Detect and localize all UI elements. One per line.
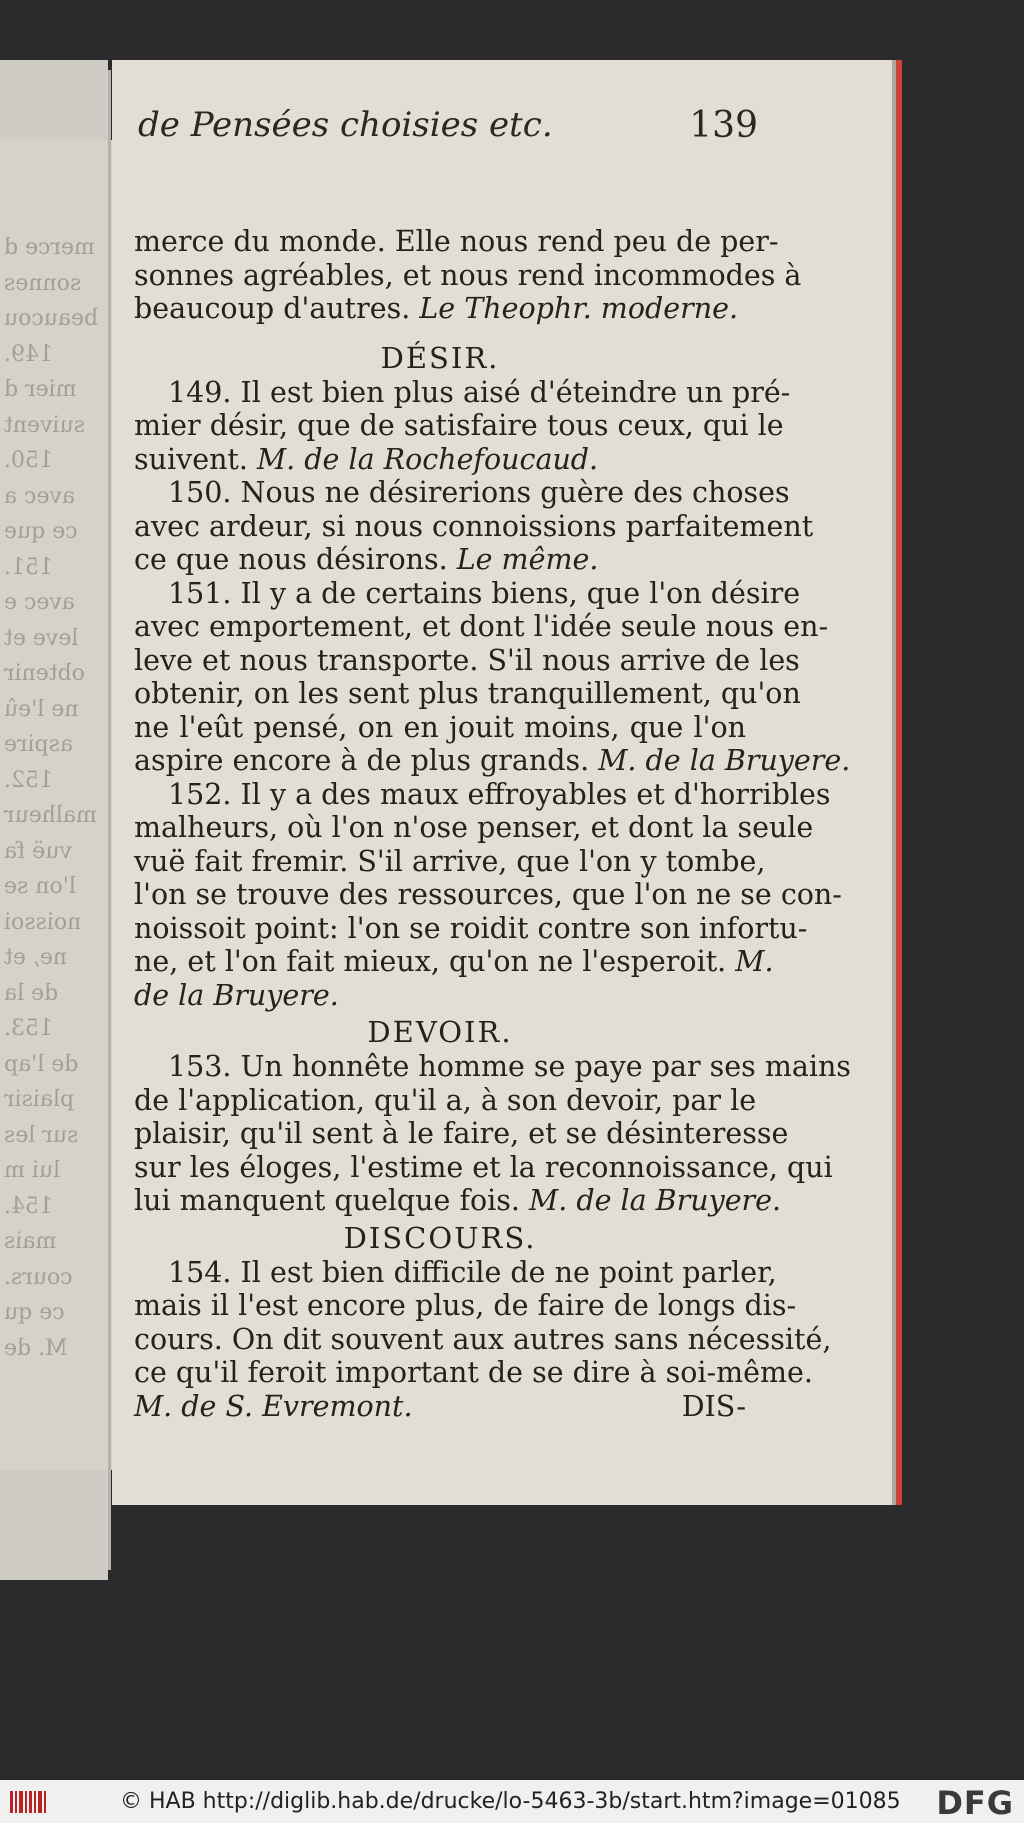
dfg-logo: DFG [936,1784,1014,1822]
bleedthrough-fragment: ne l'eû [4,696,79,722]
bleedthrough-fragment: cours. [4,1264,73,1290]
bleedthrough-fragment: 151. [4,554,53,580]
bleedthrough-fragment: avec a [4,483,75,509]
bleedthrough-fragment: vuë fa [4,838,72,864]
text-line: avec emportement, et dont l'idée seule nous en- [134,610,829,643]
bleedthrough-fragment: 154. [4,1193,53,1219]
bleedthrough-fragment: malheur [4,803,97,828]
bleedthrough-fragment: plaisir [4,1087,75,1112]
text-line: 151. Il y a de certains biens, que l'on désire [168,576,801,610]
attribution: M. de la Bruyere. [598,744,851,777]
text-line [134,1390,746,1424]
text-line: 150. Nous ne désirerions guère des choses [168,476,790,509]
attribution: Le Theophr. moderne. [419,292,739,325]
attribution: M. de la Rochefoucaud. [257,442,599,476]
text-line: de l'application, qu'il a, à son devoir, par le [134,1083,757,1117]
copyright-link[interactable]: © HAB http://diglib.hab.de/drucke/lo-5463-3b/start.htm?image=01085 [120,1789,901,1814]
bleedthrough-fragment: mais [4,1229,57,1254]
section-heading: DEVOIR. [367,1015,513,1049]
attribution: M. de S. Evremont. [134,1389,413,1423]
page-header [138,105,758,175]
page-body [134,225,851,1423]
text-line: ce que nous désirons. Le même. [134,543,599,576]
attribution: M. [735,945,774,978]
section-heading: DÉSIR. [380,340,500,375]
bleedthrough-fragment: 153. [4,1016,53,1041]
text-line: 149. Il est bien plus aisé d'éteindre un pré- [168,375,791,409]
text-line [134,979,746,1013]
bleedthrough-fragment: sur les [4,1122,79,1148]
bleedthrough-fragment: merce d [4,235,95,260]
text-line: plaisir, qu'il sent à le faire, et se désinteresse [134,1117,789,1150]
bleedthrough-fragment: sonnes [4,270,82,296]
bleedthrough-fragment: 149. [4,341,53,367]
bleedthrough-fragment: M. de [4,1335,68,1361]
bleedthrough-fragment: l'on se [4,874,76,899]
bleedthrough-fragment: aspire [4,732,74,757]
text-line: cours. On dit souvent aux autres sans nécessité, [134,1322,832,1356]
catchword: DIS- [681,1389,746,1423]
text-line: sur les éloges, l'estime et la reconnoissance, qui [134,1150,833,1184]
running-head: de Pensées choisies etc. [138,105,553,145]
footer-bar [0,1780,1024,1823]
text-line: l'on se trouve des ressources, que l'on ne se con- [134,878,842,911]
bleedthrough-fragment: lui m [4,1158,61,1183]
attribution: Le même. [456,543,599,576]
bleedthrough-fragment: beaucou [4,306,99,331]
text-line: sonnes agréables, et nous rend incommodes à [134,258,802,292]
bleedthrough-fragment: ce que [4,519,78,544]
text-line: ne, et l'on fait mieux, qu'on ne l'esperoit. M. [134,945,774,978]
text-line: merce du monde. Elle nous rend peu de per- [134,225,779,258]
text-line: ne l'eût pensé, on en jouit moins, que l'on [134,710,746,744]
bleedthrough-fragment: de l'ap [4,1051,79,1077]
text-line: obtenir, on les sent plus tranquillement, qu'on [134,677,801,710]
bleedthrough-fragment: ne, et [4,945,68,970]
text-line: 153. Un honnête homme se paye par ses mains [168,1050,851,1083]
barcode-icon [8,1788,48,1816]
bleedthrough-fragment: obtenir [4,661,85,686]
text-line: 154. Il est bien difficile de ne point parler, [168,1255,777,1289]
bleedthrough-fragment: 152. [4,767,53,793]
bleedthrough-fragment: noissoi [4,909,82,935]
text-line: malheurs, où l'on n'ose penser, et dont la seule [134,811,814,844]
page-number: 139 [689,105,758,146]
attribution: M. de la Bruyere. [529,1184,782,1217]
text-line: lui manquent quelque fois. M. de la Bruyere. [134,1184,782,1217]
previous-page-bleedthrough [0,140,112,1470]
text-line: leve et nous transporte. S'il nous arrive de les [134,643,800,677]
text-line: mier désir, que de satisfaire tous ceux, qui le [134,409,784,442]
bleedthrough-fragment: mier d [4,377,77,402]
book-gutter [108,70,111,1570]
text-line: vuë fait fremir. S'il arrive, que l'on y tombe, [134,844,766,878]
attribution: de la Bruyere. [134,978,339,1012]
text-line: 152. Il y a des maux effroyables et d'horribles [168,777,831,811]
bleedthrough-fragment: leve et [4,625,79,651]
section-heading: DISCOURS. [343,1220,537,1255]
text-line: ce qu'il feroit important de se dire à soi-même. [134,1356,813,1389]
bleedthrough-fragment: suivent [4,412,85,438]
bleedthrough-fragment: de la [4,980,59,1006]
text-line: suivent. M. de la Rochefoucaud. [134,442,599,476]
text-line: beaucoup d'autres. Le Theophr. moderne. [134,292,739,325]
bleedthrough-fragment: avec e [4,590,75,615]
text-line: avec ardeur, si nous connoissions parfaitement [134,509,814,543]
text-line: mais il l'est encore plus, de faire de longs dis- [134,1289,797,1322]
bleedthrough-fragment: 150. [4,448,53,473]
text-line: aspire encore à de plus grands. M. de la Bruyere. [134,744,851,777]
text-line: noissoit point: l'on se roidit contre son infortu- [134,911,808,945]
bleedthrough-fragment: ce qu [4,1300,65,1325]
